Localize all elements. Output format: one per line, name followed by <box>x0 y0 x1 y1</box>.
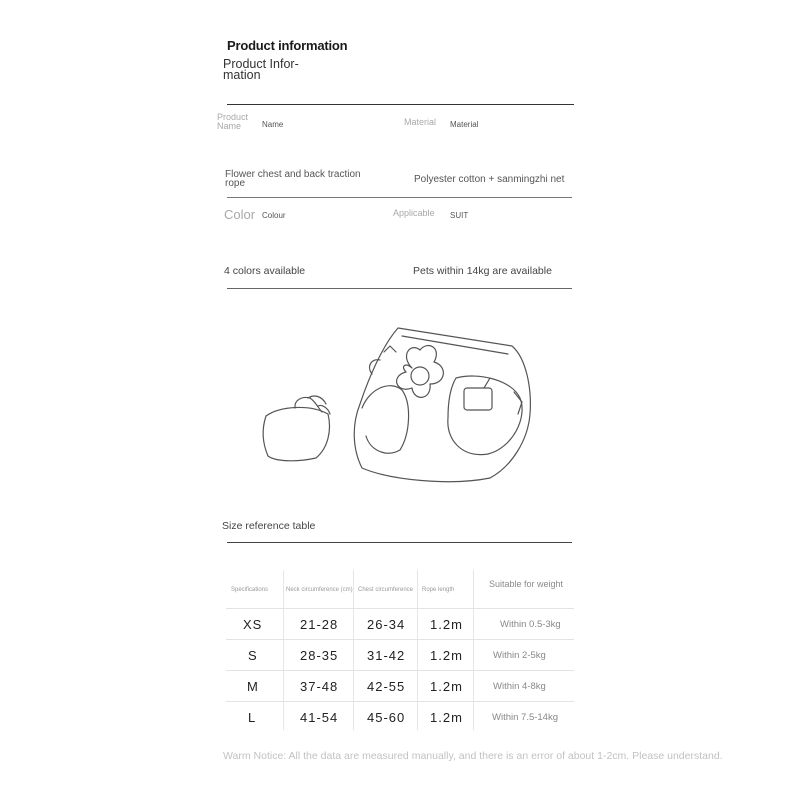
cell-weight: Within 4-8kg <box>493 681 546 692</box>
cell-neck: 37-48 <box>300 679 339 694</box>
applicable-label-en: SUIT <box>450 211 469 220</box>
cell-weight: Within 7.5-14kg <box>492 712 559 723</box>
applicable-label: Applicable <box>393 208 435 218</box>
material-value: Polyester cotton + sanmingzhi net <box>414 174 565 185</box>
color-label-en: Colour <box>262 211 286 220</box>
cell-chest: 42-55 <box>367 679 406 694</box>
cell-rope: 1.2m <box>430 710 463 725</box>
page-subtitle-line1: Product Infor- <box>223 57 299 71</box>
page-subtitle-line2: mation <box>223 68 261 82</box>
cell-size: XS <box>243 617 263 632</box>
name-label-en: Name <box>262 120 284 129</box>
cell-chest: 26-34 <box>367 617 406 632</box>
page-title: Product information <box>227 38 348 53</box>
name-value-line2: rope <box>225 178 246 189</box>
size-table-title: Size reference table <box>222 520 316 532</box>
cell-rope: 1.2m <box>430 679 463 694</box>
table-row <box>226 670 574 702</box>
flower-drawing <box>397 346 444 398</box>
table-row <box>226 701 574 733</box>
divider-2 <box>227 288 572 289</box>
color-label: Color <box>224 207 256 222</box>
cell-chest: 31-42 <box>367 648 406 663</box>
header-weight: Suitable for weight <box>489 579 564 589</box>
harness-illustration <box>250 318 550 498</box>
divider-1 <box>227 197 572 198</box>
applicable-value: Pets within 14kg are available <box>413 265 552 277</box>
header-chest: Chest circumference <box>358 587 414 593</box>
size-table <box>226 568 574 738</box>
name-label-line2: Name <box>217 121 242 131</box>
harness-drawing <box>354 328 530 482</box>
cell-neck: 28-35 <box>300 648 339 663</box>
cell-size: L <box>248 710 257 725</box>
cell-weight: Within 0.5-3kg <box>500 619 561 630</box>
table-row <box>226 608 574 640</box>
size-table-header <box>226 568 574 608</box>
name-label <box>217 113 248 131</box>
header-neck: Neck circumference (cm) <box>286 587 353 593</box>
material-label-en: Material <box>450 120 479 129</box>
color-value: 4 colors available <box>224 265 306 277</box>
warm-notice: Warm Notice: All the data are measured manually, and there is an error of about 1-2cm. Please understand. <box>223 750 723 762</box>
header-rope: Rope length <box>422 587 455 593</box>
cell-chest: 45-60 <box>367 710 406 725</box>
size-divider <box>227 542 572 543</box>
material-label: Material <box>404 117 437 127</box>
header-divider <box>227 104 574 105</box>
cell-rope: 1.2m <box>430 648 463 663</box>
name-label-line1: Product <box>217 112 249 122</box>
name-value-line1: Flower chest and back traction <box>225 169 361 180</box>
cell-weight: Within 2-5kg <box>493 650 546 661</box>
page-subtitle <box>223 59 333 81</box>
cell-rope: 1.2m <box>430 617 463 632</box>
header-specifications: Specifications <box>231 587 269 593</box>
cell-neck: 21-28 <box>300 617 339 632</box>
name-value <box>225 170 395 188</box>
table-row <box>226 639 574 671</box>
pouch-drawing <box>263 396 330 461</box>
cell-size: M <box>247 679 259 694</box>
cell-size: S <box>248 648 258 663</box>
cell-neck: 41-54 <box>300 710 339 725</box>
